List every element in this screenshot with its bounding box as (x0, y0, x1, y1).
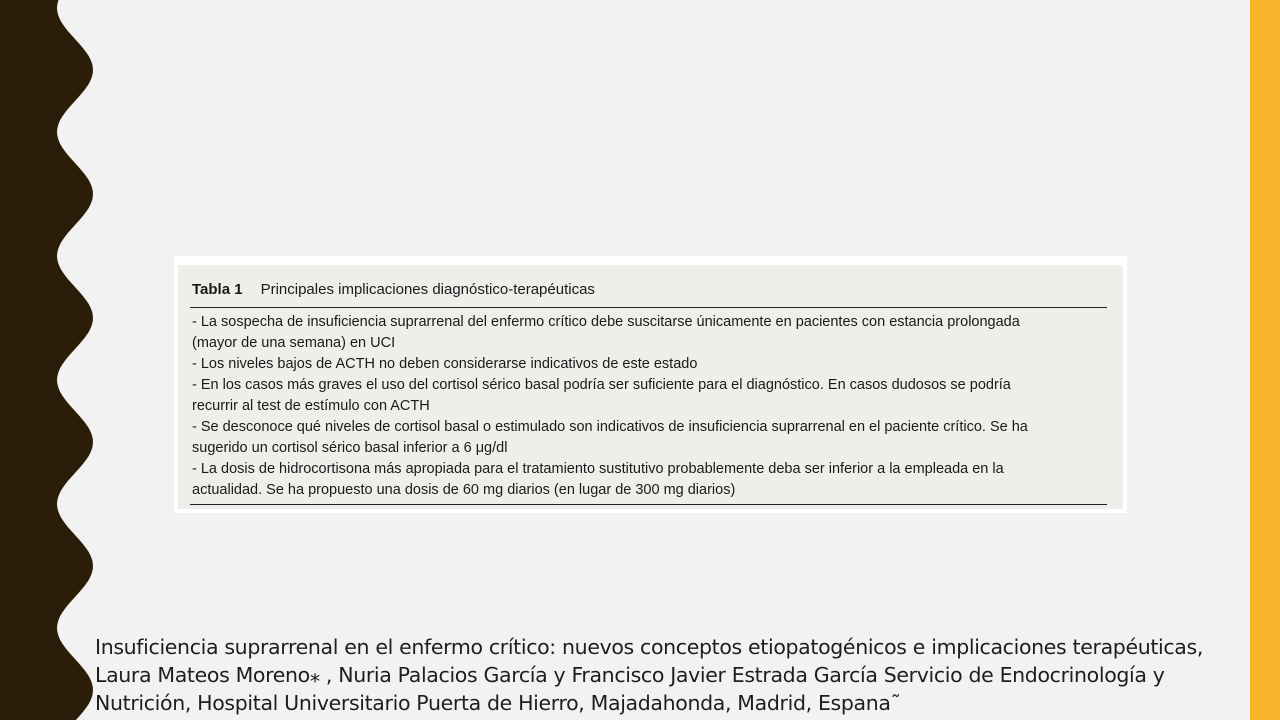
table-bottom-rule (190, 504, 1107, 505)
scalloped-left-border (0, 0, 110, 720)
table-line: - Se desconoce qué niveles de cortisol basal o estimulado son indicativos de insuficiencia suprarrenal en el paciente crítico. Se ha (192, 419, 1028, 435)
table-body (192, 312, 1119, 501)
table-panel (178, 265, 1123, 509)
table-top-rule (190, 307, 1107, 308)
table-label: Tabla 1 (192, 281, 243, 298)
table-line: - La sospecha de insuficiencia suprarrenal del enfermo crítico debe suscitarse únicamente en pacientes con estancia prolongada (192, 314, 1020, 330)
table-line: actualidad. Se ha propuesto una dosis de 60 mg diarios (en lugar de 300 mg diarios) (192, 482, 736, 498)
table-line: recurrir al test de estímulo con ACTH (192, 398, 430, 414)
right-accent-stripe (1250, 0, 1280, 720)
table-line: (mayor de una semana) en UCI (192, 335, 396, 351)
table-line: sugerido un cortisol sérico basal inferior a 6 μg/dl (192, 440, 508, 456)
table-figure (174, 256, 1127, 513)
table-title: Principales implicaciones diagnóstico-terapéuticas (260, 281, 595, 298)
table-line: - Los niveles bajos de ACTH no deben considerarse indicativos de este estado (192, 356, 698, 372)
table-line: - La dosis de hidrocortisona más apropiada para el tratamiento sustitutivo probablemente deba ser inferior a la empleada en la (192, 461, 1004, 477)
table-line: - En los casos más graves el uso del cortisol sérico basal podría ser suficiente para el diagnóstico. En casos dudosos se podría (192, 377, 1011, 393)
slide-caption: Insuficiencia suprarrenal en el enfermo crítico: nuevos conceptos etiopatogénicos e implicaciones terapéuticas, Laura Mateos Moreno⁎ , Nuria Palacios García y Francisco Javier Estrada García Servicio de Endocrinología y Nutrición, Hospital Universitario Puerta de Hierro, Majadahonda, Madrid, Espana˜ (95, 635, 1204, 715)
table-heading (192, 281, 595, 298)
